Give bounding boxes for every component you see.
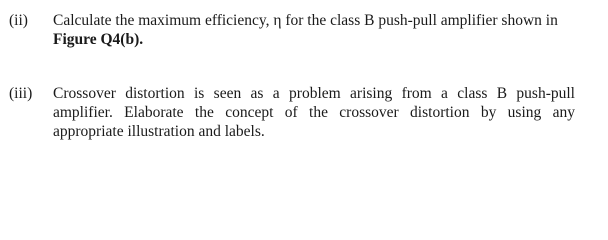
question-line: Crossover distortion is seen as a problem arising from a class B push-pull — [53, 85, 575, 102]
question-line: Calculate the maximum efficiency, η for the class B push-pull amplifier shown in — [53, 12, 558, 29]
question-number: (ii) — [9, 12, 28, 29]
question-text — [53, 84, 575, 141]
question-text — [53, 11, 575, 49]
question-line: amplifier. Elaborate the concept of the crossover distortion by using any — [53, 104, 575, 121]
question-number: (iii) — [9, 85, 33, 102]
figure-reference: Figure Q4(b). — [53, 31, 144, 48]
question-line: appropriate illustration and labels. — [53, 123, 265, 140]
